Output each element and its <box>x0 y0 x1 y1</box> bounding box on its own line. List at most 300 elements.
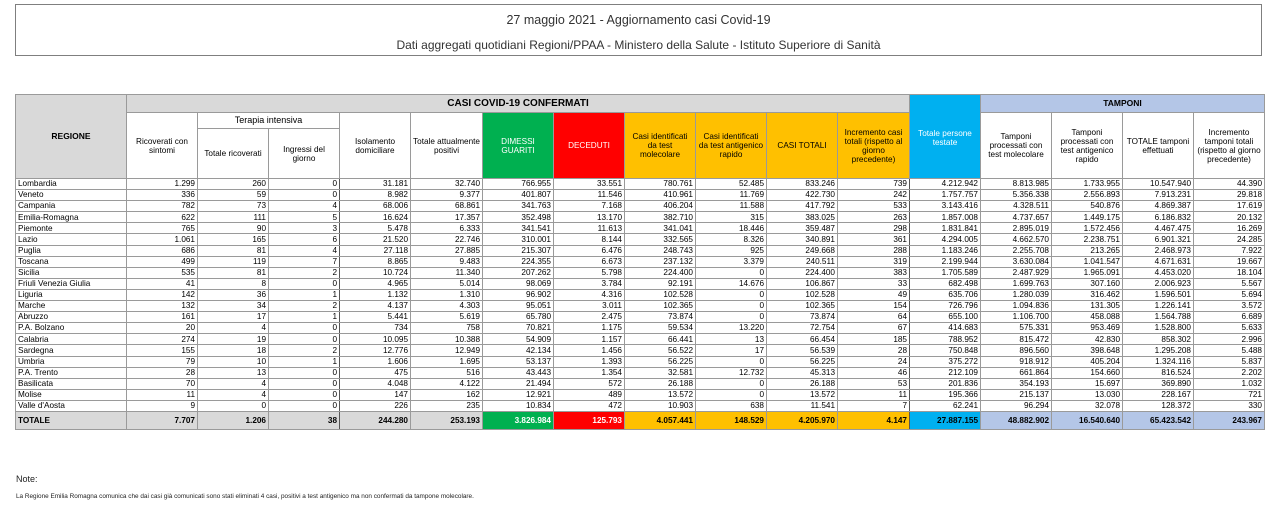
table-cell: 132 <box>127 301 198 312</box>
table-cell: 131.305 <box>1052 301 1123 312</box>
table-row <box>16 289 1265 300</box>
table-cell: 686 <box>127 245 198 256</box>
table-cell: 46 <box>838 367 910 378</box>
region-name: Puglia <box>16 245 127 256</box>
table-cell: 17 <box>198 312 269 323</box>
table-cell: 21.494 <box>483 378 554 389</box>
header-tamponi-antigenico: Tamponi processati con test antigenico rapido <box>1052 113 1123 179</box>
table-cell: 4.303 <box>411 301 483 312</box>
table-cell: 13.030 <box>1052 389 1123 400</box>
table-cell: 0 <box>696 289 767 300</box>
table-cell: 102.365 <box>625 301 696 312</box>
table-cell: 4.467.475 <box>1123 223 1194 234</box>
header-tamponi-molecolare: Tamponi processati con test molecolare <box>981 113 1052 179</box>
table-cell: 0 <box>269 278 340 289</box>
table-cell: 26.188 <box>767 378 838 389</box>
table-cell: 73 <box>198 201 269 212</box>
table-cell: 185 <box>838 334 910 345</box>
table-cell: 49 <box>838 289 910 300</box>
header-tamponi: TAMPONI <box>981 95 1265 113</box>
table-cell: 1.295.208 <box>1123 345 1194 356</box>
table-cell: 11.541 <box>767 400 838 411</box>
table-cell: 10.834 <box>483 400 554 411</box>
table-cell: 4.122 <box>411 378 483 389</box>
table-cell: 34 <box>198 301 269 312</box>
table-cell: 1.857.008 <box>910 212 981 223</box>
table-cell: 11 <box>127 389 198 400</box>
table-cell: 858.302 <box>1123 334 1194 345</box>
table-cell: 1.061 <box>127 234 198 245</box>
table-cell: 340.891 <box>767 234 838 245</box>
table-cell: 721 <box>1194 389 1265 400</box>
table-row <box>16 212 1265 223</box>
table-cell: 1.596.501 <box>1123 289 1194 300</box>
table-row <box>16 301 1265 312</box>
table-cell: 4.316 <box>554 289 625 300</box>
table-cell: 918.912 <box>981 356 1052 367</box>
totals-cell: 243.967 <box>1194 411 1265 429</box>
table-cell: 235 <box>411 400 483 411</box>
table-cell: 1.324.116 <box>1123 356 1194 367</box>
table-cell: 128.372 <box>1123 400 1194 411</box>
table-cell: 13.170 <box>554 212 625 223</box>
region-name: Valle d'Aosta <box>16 400 127 411</box>
table-cell: 1.705.589 <box>910 267 981 278</box>
table-cell: 12.732 <box>696 367 767 378</box>
table-cell: 2.199.944 <box>910 256 981 267</box>
region-name: Umbria <box>16 356 127 367</box>
totals-label: TOTALE <box>16 411 127 429</box>
header-deceduti: DECEDUTI <box>554 113 625 179</box>
table-cell: 405.204 <box>1052 356 1123 367</box>
table-cell: 18.446 <box>696 223 767 234</box>
table-cell: 315 <box>696 212 767 223</box>
table-cell: 1.032 <box>1194 378 1265 389</box>
table-cell: 242 <box>838 190 910 201</box>
table-cell: 228.167 <box>1123 389 1194 400</box>
table-cell: 5.837 <box>1194 356 1265 367</box>
header-dimessi-guariti: DIMESSI GUARITI <box>483 113 554 179</box>
table-cell: 42.134 <box>483 345 554 356</box>
totals-cell: 125.793 <box>554 411 625 429</box>
table-cell: 1.132 <box>340 289 411 300</box>
table-cell: 383 <box>838 267 910 278</box>
table-cell: 248.743 <box>625 245 696 256</box>
table-cell: 2.487.929 <box>981 267 1052 278</box>
table-cell: 2.556.893 <box>1052 190 1123 201</box>
table-cell: 782 <box>127 201 198 212</box>
table-cell: 28 <box>127 367 198 378</box>
region-name: Liguria <box>16 289 127 300</box>
table-cell: 95.051 <box>483 301 554 312</box>
table-row <box>16 223 1265 234</box>
table-cell: 758 <box>411 323 483 334</box>
table-cell: 458.088 <box>1052 312 1123 323</box>
table-row <box>16 278 1265 289</box>
note-label: Note: <box>16 474 38 484</box>
table-cell: 53 <box>838 378 910 389</box>
table-cell: 4.869.387 <box>1123 201 1194 212</box>
header-totale-attualmente-positivi: Totale attualmente positivi <box>411 113 483 179</box>
table-cell: 2.996 <box>1194 334 1265 345</box>
table-cell: 533 <box>838 201 910 212</box>
table-cell: 12.949 <box>411 345 483 356</box>
table-cell: 44.390 <box>1194 179 1265 190</box>
table-cell: 5.694 <box>1194 289 1265 300</box>
table-cell: 896.560 <box>981 345 1052 356</box>
table-cell: 111 <box>198 212 269 223</box>
table-cell: 1.831.841 <box>910 223 981 234</box>
table-cell: 6.186.832 <box>1123 212 1194 223</box>
table-row <box>16 201 1265 212</box>
totals-cell: 4.057.441 <box>625 411 696 429</box>
table-cell: 1.699.763 <box>981 278 1052 289</box>
table-cell: 2.238.751 <box>1052 234 1123 245</box>
table-cell: 2 <box>269 301 340 312</box>
table-cell: 142 <box>127 289 198 300</box>
table-cell: 341.041 <box>625 223 696 234</box>
table-cell: 4.662.570 <box>981 234 1052 245</box>
table-cell: 59.534 <box>625 323 696 334</box>
table-cell: 11.546 <box>554 190 625 201</box>
table-cell: 655.100 <box>910 312 981 323</box>
table-cell: 5.633 <box>1194 323 1265 334</box>
table-cell: 14.676 <box>696 278 767 289</box>
table-cell: 33 <box>838 278 910 289</box>
table-cell: 212.109 <box>910 367 981 378</box>
header-incremento-tamponi: Incremento tamponi totali (rispetto al giorno precedente) <box>1194 113 1265 179</box>
totals-cell: 65.423.542 <box>1123 411 1194 429</box>
table-row <box>16 367 1265 378</box>
table-cell: 33.551 <box>554 179 625 190</box>
table-cell: 10.388 <box>411 334 483 345</box>
table-cell: 5 <box>269 212 340 223</box>
table-cell: 780.761 <box>625 179 696 190</box>
table-cell: 1.175 <box>554 323 625 334</box>
table-cell: 195.366 <box>910 389 981 400</box>
table-row <box>16 400 1265 411</box>
table-cell: 332.565 <box>625 234 696 245</box>
table-cell: 414.683 <box>910 323 981 334</box>
table-cell: 10 <box>198 356 269 367</box>
table-cell: 5.798 <box>554 267 625 278</box>
table-cell: 2.006.923 <box>1123 278 1194 289</box>
header-isolamento-domiciliare: Isolamento domiciliare <box>340 113 411 179</box>
table-cell: 1 <box>269 289 340 300</box>
table-cell: 0 <box>269 190 340 201</box>
totals-cell: 244.280 <box>340 411 411 429</box>
region-name: Friuli Venezia Giulia <box>16 278 127 289</box>
table-cell: 7 <box>269 256 340 267</box>
table-cell: 79 <box>127 356 198 367</box>
region-name: Basilicata <box>16 378 127 389</box>
table-cell: 102.528 <box>767 289 838 300</box>
region-name: Abruzzo <box>16 312 127 323</box>
table-row <box>16 323 1265 334</box>
table-cell: 788.952 <box>910 334 981 345</box>
table-cell: 13.572 <box>625 389 696 400</box>
table-cell: 6.476 <box>554 245 625 256</box>
table-cell: 68.006 <box>340 201 411 212</box>
table-cell: 17.619 <box>1194 201 1265 212</box>
table-cell: 8 <box>198 278 269 289</box>
table-cell: 572 <box>554 378 625 389</box>
table-cell: 5.356.338 <box>981 190 1052 201</box>
table-cell: 4.048 <box>340 378 411 389</box>
table-cell: 24 <box>838 356 910 367</box>
table-cell: 734 <box>340 323 411 334</box>
table-cell: 27.885 <box>411 245 483 256</box>
table-cell: 398.648 <box>1052 345 1123 356</box>
table-cell: 90 <box>198 223 269 234</box>
table-cell: 4 <box>269 201 340 212</box>
table-cell: 1 <box>269 312 340 323</box>
table-cell: 45.313 <box>767 367 838 378</box>
table-cell: 0 <box>269 334 340 345</box>
table-cell: 2.468.973 <box>1123 245 1194 256</box>
table-cell: 7 <box>838 400 910 411</box>
table-cell: 635.706 <box>910 289 981 300</box>
table-cell: 499 <box>127 256 198 267</box>
table-cell: 12.776 <box>340 345 411 356</box>
totals-cell: 48.882.902 <box>981 411 1052 429</box>
table-cell: 307.160 <box>1052 278 1123 289</box>
table-cell: 1.393 <box>554 356 625 367</box>
table-cell: 1.354 <box>554 367 625 378</box>
table-cell: 13.220 <box>696 323 767 334</box>
table-cell: 56.225 <box>767 356 838 367</box>
table-cell: 1.456 <box>554 345 625 356</box>
table-cell: 352.498 <box>483 212 554 223</box>
table-cell: 4.737.657 <box>981 212 1052 223</box>
table-cell: 10.724 <box>340 267 411 278</box>
table-cell: 2 <box>269 267 340 278</box>
table-row <box>16 312 1265 323</box>
table-cell: 382.710 <box>625 212 696 223</box>
table-cell: 4.212.942 <box>910 179 981 190</box>
table-cell: 161 <box>127 312 198 323</box>
table-cell: 0 <box>696 301 767 312</box>
table-cell: 1.757.757 <box>910 190 981 201</box>
report-subtitle: Dati aggregati quotidiani Regioni/PPAA - Ministero della Salute - Istituto Superiore di Sanità <box>396 38 881 52</box>
region-name: P.A. Bolzano <box>16 323 127 334</box>
table-cell: 274 <box>127 334 198 345</box>
table-cell: 42.830 <box>1052 334 1123 345</box>
table-cell: 422.730 <box>767 190 838 201</box>
table-cell: 207.262 <box>483 267 554 278</box>
region-name: Toscana <box>16 256 127 267</box>
region-name: Molise <box>16 389 127 400</box>
totals-cell: 4.205.970 <box>767 411 838 429</box>
table-cell: 165 <box>198 234 269 245</box>
region-name: Marche <box>16 301 127 312</box>
header-totale-ricoverati: Totale ricoverati <box>198 129 269 179</box>
table-cell: 833.246 <box>767 179 838 190</box>
table-cell: 1 <box>269 356 340 367</box>
table-cell: 21.520 <box>340 234 411 245</box>
table-cell: 224.400 <box>625 267 696 278</box>
region-name: Veneto <box>16 190 127 201</box>
table-cell: 475 <box>340 367 411 378</box>
region-name: Lombardia <box>16 179 127 190</box>
table-cell: 661.864 <box>981 367 1052 378</box>
table-cell: 0 <box>269 389 340 400</box>
table-cell: 18 <box>198 345 269 356</box>
table-cell: 5.488 <box>1194 345 1265 356</box>
table-cell: 70.821 <box>483 323 554 334</box>
table-cell: 0 <box>198 400 269 411</box>
table-cell: 739 <box>838 179 910 190</box>
table-cell: 330 <box>1194 400 1265 411</box>
table-cell: 68.861 <box>411 201 483 212</box>
table-cell: 4.328.511 <box>981 201 1052 212</box>
table-cell: 28 <box>838 345 910 356</box>
table-row <box>16 245 1265 256</box>
table-cell: 3.011 <box>554 301 625 312</box>
table-cell: 5.619 <box>411 312 483 323</box>
table-cell: 54.909 <box>483 334 554 345</box>
table-cell: 0 <box>696 312 767 323</box>
table-cell: 17.357 <box>411 212 483 223</box>
table-cell: 622 <box>127 212 198 223</box>
table-cell: 575.331 <box>981 323 1052 334</box>
table-cell: 1.041.547 <box>1052 256 1123 267</box>
table-cell: 1.733.955 <box>1052 179 1123 190</box>
table-cell: 3.379 <box>696 256 767 267</box>
table-cell: 1.094.836 <box>981 301 1052 312</box>
table-cell: 1.299 <box>127 179 198 190</box>
header-totale-tamponi: TOTALE tamponi effettuati <box>1123 113 1194 179</box>
table-cell: 29.818 <box>1194 190 1265 201</box>
table-cell: 3.143.416 <box>910 201 981 212</box>
table-cell: 19 <box>198 334 269 345</box>
table-cell: 3.572 <box>1194 301 1265 312</box>
table-cell: 8.865 <box>340 256 411 267</box>
table-cell: 0 <box>696 389 767 400</box>
table-cell: 375.272 <box>910 356 981 367</box>
table-cell: 119 <box>198 256 269 267</box>
table-cell: 62.241 <box>910 400 981 411</box>
table-cell: 20 <box>127 323 198 334</box>
table-cell: 249.668 <box>767 245 838 256</box>
table-cell: 43.443 <box>483 367 554 378</box>
table-cell: 2.895.019 <box>981 223 1052 234</box>
table-cell: 2.255.708 <box>981 245 1052 256</box>
table-cell: 4 <box>269 245 340 256</box>
totals-cell: 3.826.984 <box>483 411 554 429</box>
region-name: P.A. Trento <box>16 367 127 378</box>
table-cell: 5.478 <box>340 223 411 234</box>
table-cell: 81 <box>198 267 269 278</box>
table-cell: 383.025 <box>767 212 838 223</box>
header-totale-persone-testate: Totale persone testate <box>910 95 981 179</box>
table-cell: 516 <box>411 367 483 378</box>
table-cell: 72.754 <box>767 323 838 334</box>
table-row <box>16 267 1265 278</box>
table-row <box>16 190 1265 201</box>
table-cell: 102.528 <box>625 289 696 300</box>
table-cell: 81 <box>198 245 269 256</box>
table-cell: 53.137 <box>483 356 554 367</box>
table-cell: 16.624 <box>340 212 411 223</box>
table-cell: 237.132 <box>625 256 696 267</box>
table-cell: 6.673 <box>554 256 625 267</box>
table-cell: 3.784 <box>554 278 625 289</box>
table-cell: 336 <box>127 190 198 201</box>
table-cell: 1.157 <box>554 334 625 345</box>
table-cell: 66.454 <box>767 334 838 345</box>
table-cell: 1.564.788 <box>1123 312 1194 323</box>
table-cell: 0 <box>696 378 767 389</box>
totals-cell: 7.707 <box>127 411 198 429</box>
table-cell: 70 <box>127 378 198 389</box>
table-cell: 11.340 <box>411 267 483 278</box>
table-cell: 98.069 <box>483 278 554 289</box>
table-cell: 10.903 <box>625 400 696 411</box>
table-cell: 369.890 <box>1123 378 1194 389</box>
table-cell: 6.333 <box>411 223 483 234</box>
table-cell: 56.539 <box>767 345 838 356</box>
table-cell: 36 <box>198 289 269 300</box>
region-name: Calabria <box>16 334 127 345</box>
table-cell: 16.269 <box>1194 223 1265 234</box>
table-cell: 319 <box>838 256 910 267</box>
header-terapia-intensiva: Terapia intensiva <box>198 113 340 129</box>
header-incremento-casi: Incremento casi totali (rispetto al giorno precedente) <box>838 113 910 179</box>
table-cell: 31.181 <box>340 179 411 190</box>
table-cell: 1.965.091 <box>1052 267 1123 278</box>
table-cell: 73.874 <box>767 312 838 323</box>
table-cell: 288 <box>838 245 910 256</box>
table-cell: 815.472 <box>981 334 1052 345</box>
table-cell: 1.280.039 <box>981 289 1052 300</box>
table-cell: 4 <box>198 389 269 400</box>
table-cell: 4 <box>198 323 269 334</box>
table-cell: 816.524 <box>1123 367 1194 378</box>
header-casi-test-molecolare: Casi identificati da test molecolare <box>625 113 696 179</box>
table-cell: 4.671.631 <box>1123 256 1194 267</box>
table-cell: 224.400 <box>767 267 838 278</box>
table-cell: 0 <box>269 367 340 378</box>
table-cell: 5.567 <box>1194 278 1265 289</box>
region-name: Lazio <box>16 234 127 245</box>
table-cell: 1.310 <box>411 289 483 300</box>
header-casi-confermati: CASI COVID-19 CONFERMATI <box>127 95 910 113</box>
table-cell: 26.188 <box>625 378 696 389</box>
table-cell: 19.667 <box>1194 256 1265 267</box>
table-row <box>16 389 1265 400</box>
table-cell: 341.541 <box>483 223 554 234</box>
table-cell: 27.118 <box>340 245 411 256</box>
table-cell: 155 <box>127 345 198 356</box>
table-cell: 1.226.141 <box>1123 301 1194 312</box>
table-cell: 4.965 <box>340 278 411 289</box>
table-cell: 1.606 <box>340 356 411 367</box>
region-name: Campania <box>16 201 127 212</box>
table-cell: 13 <box>198 367 269 378</box>
table-cell: 213.265 <box>1052 245 1123 256</box>
table-cell: 925 <box>696 245 767 256</box>
table-cell: 215.137 <box>981 389 1052 400</box>
table-cell: 224.355 <box>483 256 554 267</box>
table-cell: 535 <box>127 267 198 278</box>
table-cell: 56.522 <box>625 345 696 356</box>
table-cell: 260 <box>198 179 269 190</box>
report-title: 27 maggio 2021 - Aggiornamento casi Covid-19 <box>506 13 771 27</box>
header-ingressi-del-giorno: Ingressi del giorno <box>269 129 340 179</box>
table-cell: 1.183.246 <box>910 245 981 256</box>
table-cell: 406.204 <box>625 201 696 212</box>
